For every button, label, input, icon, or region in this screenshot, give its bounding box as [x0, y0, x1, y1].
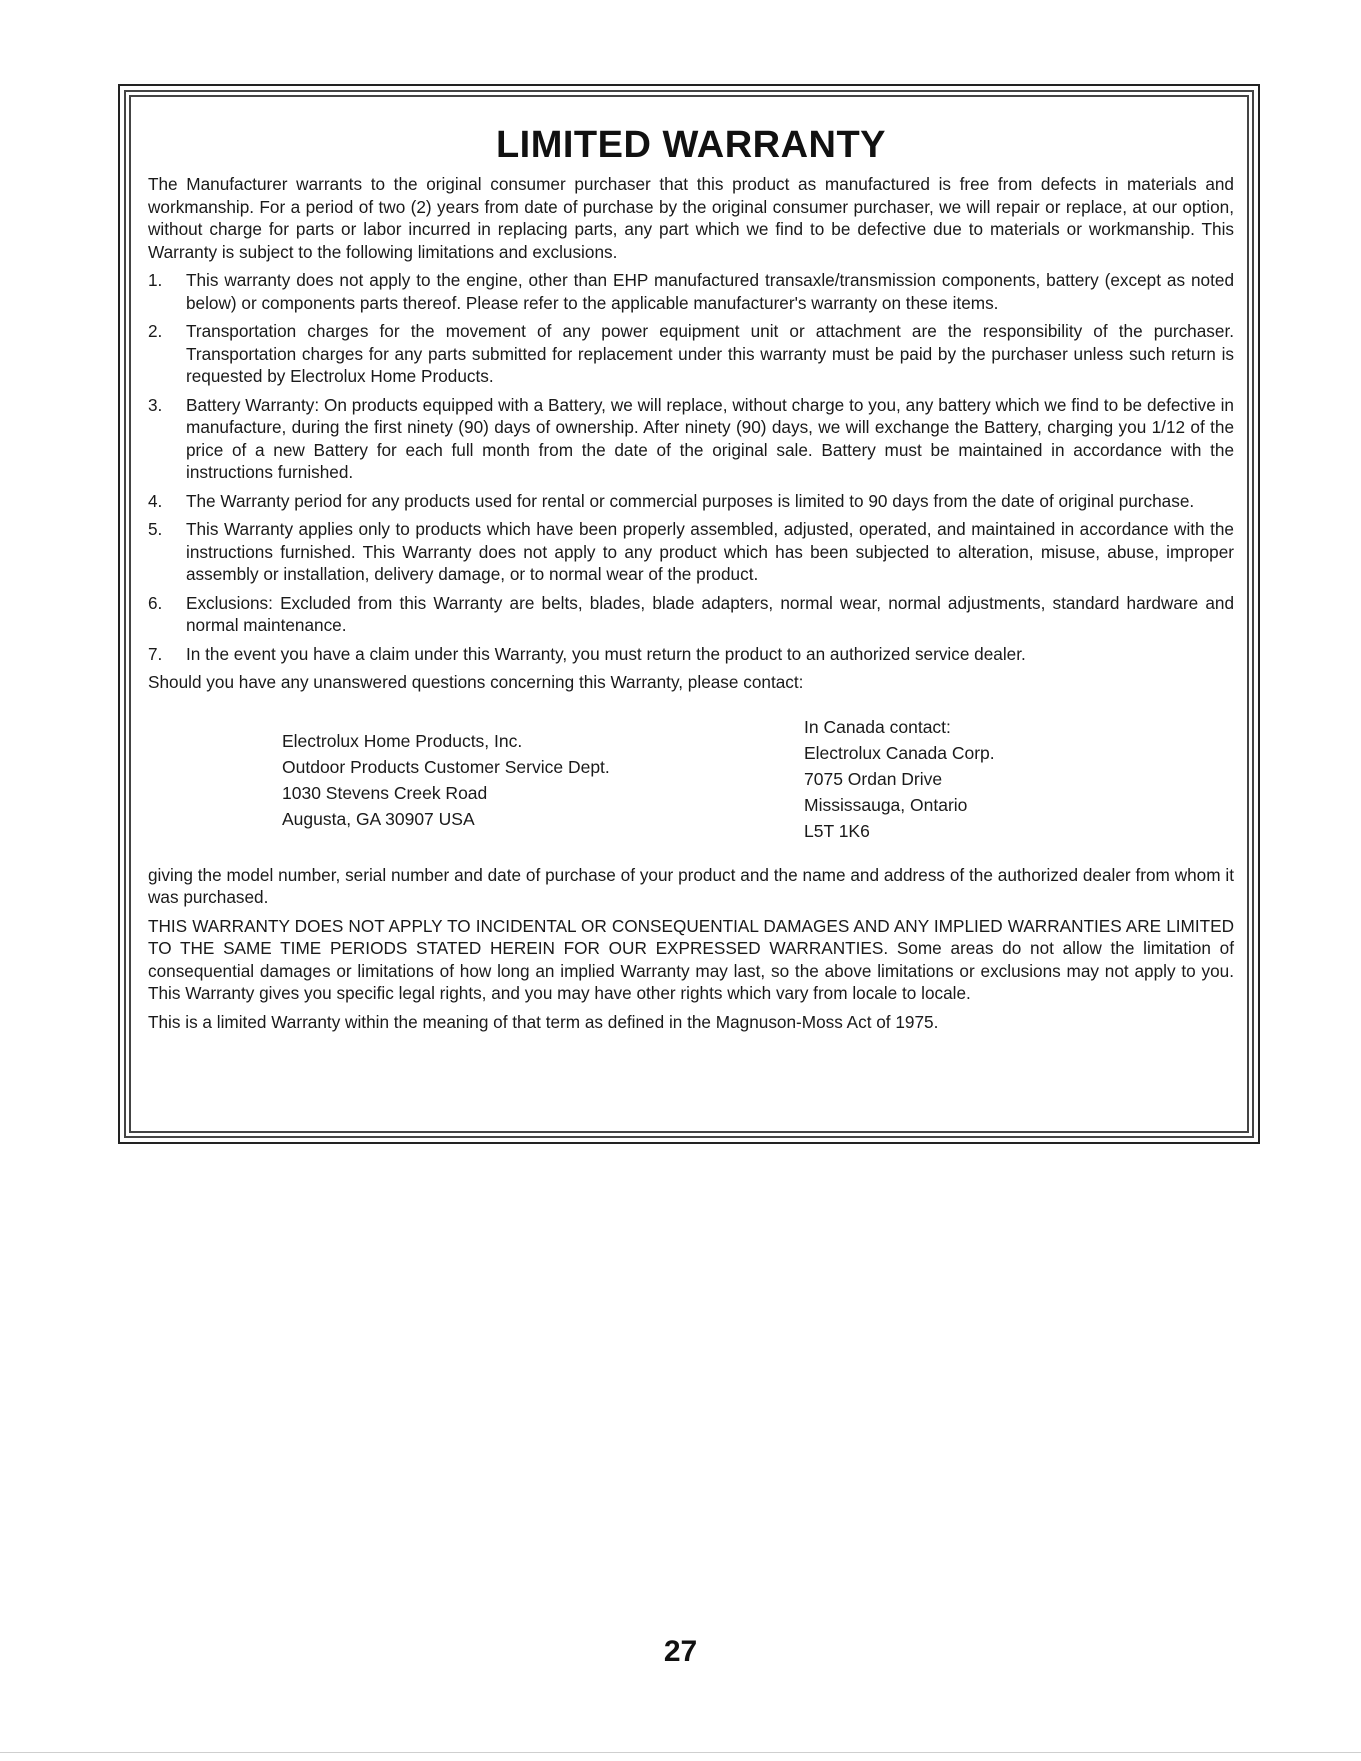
- list-item-text: Exclusions: Excluded from this Warranty are belts, blades, blade adapters, normal wear, normal adjustments, standard hardware and normal maintenance.: [186, 592, 1234, 635]
- list-item-text: This warranty does not apply to the engine, other than EHP manufactured transaxle/transmission components, battery (except as noted below) or components parts thereof. Please refer to the applicable manufacturer's warranty on these items.: [186, 270, 1234, 313]
- list-item: [148, 490, 1234, 513]
- contact-prompt: Should you have any unanswered questions concerning this Warranty, please contact:: [148, 672, 804, 692]
- list-item-number: 7.: [148, 643, 163, 664]
- us-address-line: 1030 Stevens Creek Road: [282, 782, 488, 803]
- us-address-line: Augusta, GA 30907 USA: [282, 808, 475, 829]
- warranty-content: [148, 124, 1234, 1039]
- canada-address: [804, 714, 995, 844]
- list-item-number: 1.: [148, 270, 163, 290]
- list-item: [148, 394, 1234, 484]
- list-item: [148, 518, 1234, 586]
- contact-addresses: [148, 714, 1234, 864]
- us-address: [282, 728, 610, 832]
- list-item-number: 6.: [148, 592, 163, 613]
- us-address-line: Outdoor Products Customer Service Dept.: [282, 756, 610, 777]
- canada-address-line: 7075 Ordan Drive: [804, 768, 943, 789]
- intro-paragraph: The Manufacturer warrants to the original consumer purchaser that this product as manufactured is free from defects in materials and workmanship. For a period of two (2) years from date of purchase by the original consumer purchaser, we will repair or replace, at our option, without charge for parts or labor incurred in replacing parts, any part which we find to be defective due to materials or workmanship. This Warranty is subject to the following limitations and exclusions.: [148, 174, 1234, 262]
- list-item-number: 3.: [148, 394, 163, 415]
- list-item: [148, 269, 1234, 314]
- canada-address-line: Electrolux Canada Corp.: [804, 742, 995, 763]
- list-item-text: In the event you have a claim under this Warranty, you must return the product to an authorized service dealer.: [186, 643, 1026, 664]
- list-item-number: 4.: [148, 490, 163, 511]
- giving-paragraph: giving the model number, serial number and date of purchase of your product and the name and address of the authorized dealer from whom it was purchased.: [148, 864, 1234, 907]
- page-number: 27: [663, 1635, 698, 1668]
- bottom-divider: [0, 1752, 1361, 1753]
- list-item-text: The Warranty period for any products used for rental or commercial purposes is limited to 90 days from the date of original purchase.: [186, 490, 1195, 511]
- list-item: [148, 643, 1234, 666]
- page-title: LIMITED WARRANTY: [495, 124, 887, 166]
- list-item-text: Transportation charges for the movement of any power equipment unit or attachment are the responsibility of the purchaser. Transportation charges for any parts submitted for replacement under this warranty must be paid by the purchaser unless such return is requested by Electrolux Home Products.: [186, 321, 1234, 386]
- list-item-number: 5.: [148, 519, 163, 539]
- canada-address-line: In Canada contact:: [804, 716, 951, 737]
- canada-address-line: L5T 1K6: [804, 820, 870, 841]
- limitations-list: [148, 269, 1234, 665]
- list-item-text: This Warranty applies only to products which have been properly assembled, adjusted, operated, and maintained in accordance with the instructions furnished. This Warranty does not apply to any product which has been subjected to alteration, misuse, abuse, improper assembly or installation, delivery damage, or to normal wear of the product.: [186, 519, 1234, 584]
- us-address-line: Electrolux Home Products, Inc.: [282, 730, 523, 751]
- list-item-number: 2.: [148, 321, 163, 341]
- canada-address-line: Mississauga, Ontario: [804, 794, 968, 815]
- disclaimer-paragraph: THIS WARRANTY DOES NOT APPLY TO INCIDENTAL OR CONSEQUENTIAL DAMAGES AND ANY IMPLIED WARRANTIES ARE LIMITED TO THE SAME TIME PERIODS STATED HEREIN FOR OUR EXPRESSED WARRANTIES. Some areas do not allow the limitation of consequential damages or limitations of how long an implied Warranty may last, so the above limitations or exclusions may not apply to you. This Warranty gives you specific legal rights, and you may have other rights which vary from locale to locale.: [148, 915, 1234, 1003]
- list-item-text: Battery Warranty: On products equipped with a Battery, we will replace, without charge to you, any battery which we find to be defective in manufacture, during the first ninety (90) days of ownership. After ninety (90) days, we will exchange the Battery, charging you 1/12 of the price of a new Battery for each full month from the date of the original sale. Battery must be maintained in accordance with the instructions furnished.: [186, 394, 1234, 482]
- list-item: [148, 592, 1234, 637]
- list-item: [148, 320, 1234, 388]
- closing-paragraph: This is a limited Warranty within the meaning of that term as defined in the Magnuson-Moss Act of 1975.: [148, 1011, 939, 1032]
